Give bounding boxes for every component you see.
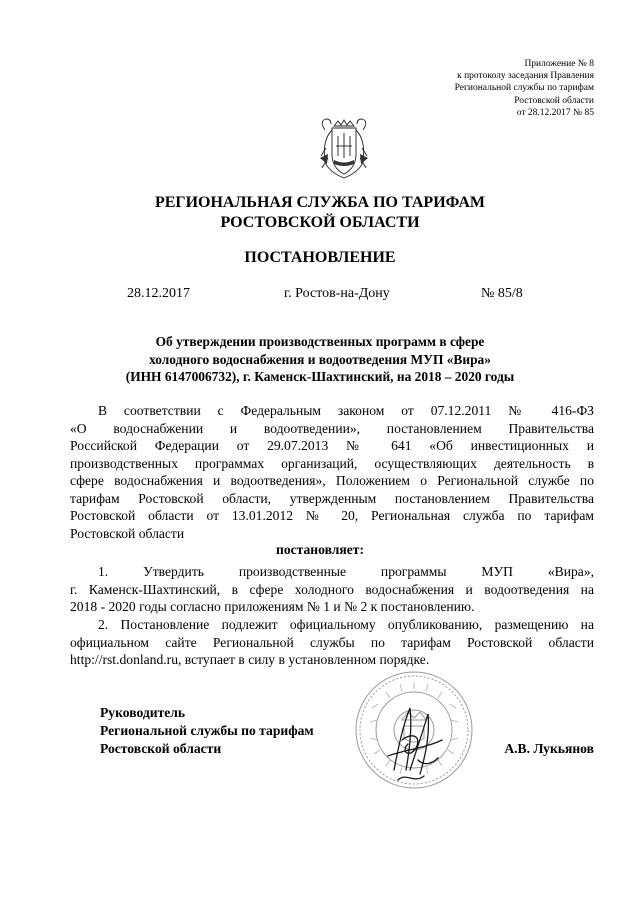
appendix-line: Приложение № 8: [524, 59, 594, 69]
clause-line: http://rst.donland.ru, вступает в силу в установленном порядке.: [70, 652, 430, 667]
signer-title-line: Региональной службы по тарифам: [100, 723, 314, 738]
signer-title-line: Ростовской области: [100, 741, 222, 756]
clause-line: 2. Постановление подлежит официальному опубликованию, размещению на: [98, 617, 594, 632]
subject-line: (ИНН 6147006732), г. Каменск-Шахтинский, на 2018 – 2020 годы: [125, 369, 515, 384]
clause-1: [70, 563, 594, 616]
agency-title-line: РЕГИОНАЛЬНАЯ СЛУЖБА ПО ТАРИФАМ: [154, 194, 486, 211]
preamble-line: «О водоснабжении и водоотведении», постановлением Правительства: [70, 420, 594, 436]
handwritten-signature-icon: [380, 700, 450, 790]
clause-line: 2018 - 2020 годы согласно приложениям № 1 и № 2 к постановлению.: [70, 599, 475, 614]
preamble-line: Ростовской области: [70, 525, 185, 541]
preamble-paragraph: [70, 402, 594, 542]
clause-line: официальном сайте Региональной службы по тарифам Ростовской области: [70, 634, 594, 650]
appendix-line: к протоколу заседания Правления: [457, 71, 594, 82]
preamble-line: В соответствии с Федеральным законом от 07.12.2011 № 416-ФЗ: [98, 403, 594, 418]
preamble-line: сфере водоснабжения и водоотведения», Положением о Региональной службе по: [70, 473, 594, 488]
document-type: ПОСТАНОВЛЕНИЕ: [244, 249, 396, 266]
document-number: № 85/8: [481, 286, 523, 301]
appendix-line: Региональной службы по тарифам: [454, 83, 594, 94]
clause-line: г. Каменск-Шахтинский, в сфере холодного водоснабжения и водоотведения на: [70, 581, 594, 597]
preamble-line: производственных программах организаций, осуществляющих деятельность в: [70, 455, 594, 471]
rostov-coat-of-arms-icon: [316, 118, 372, 180]
appendix-line: от 28.12.2017 № 85: [516, 107, 594, 118]
appendix-note: [455, 58, 594, 119]
subject-line: Об утверждении производственных программ в сфере: [155, 334, 485, 349]
signer-name: А.В. Лукьянов: [504, 741, 594, 756]
preamble-line: Российской Федерации от 29.07.2013 № 641 «Об инвестиционных и: [70, 438, 594, 453]
preamble-line: Ростовской области от 13.01.2012 № 20, Региональная служба по тарифам: [70, 508, 594, 523]
preamble-line: тарифам Ростовской области, утвержденным постановлением Правительства: [70, 490, 594, 506]
subject-line: холодного водоснабжения и водоотведения МУП «Вира»: [149, 351, 491, 367]
agency-title-line: РОСТОВСКОЙ ОБЛАСТИ: [220, 214, 420, 231]
signature-block: [100, 704, 314, 758]
document-subject: [0, 333, 640, 386]
resolves-heading: постановляет:: [276, 542, 364, 557]
appendix-line: Ростовской области: [514, 95, 594, 106]
signer-title-line: Руководитель: [100, 705, 186, 720]
clause-line: 1. Утвердить производственные программы МУП «Вира»,: [98, 564, 594, 579]
document-place: г. Ростов-на-Дону: [284, 286, 390, 301]
document-date: 28.12.2017: [127, 286, 190, 301]
clause-2: [70, 616, 594, 669]
agency-title: [0, 193, 640, 233]
